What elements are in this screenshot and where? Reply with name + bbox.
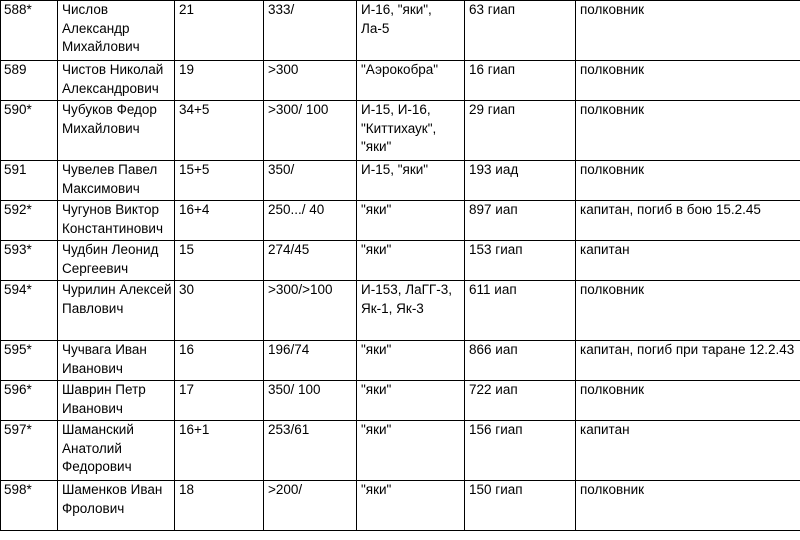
sorties-count: 16+4 xyxy=(175,201,264,241)
row-number: 591 xyxy=(1,161,58,201)
military-unit: 153 гиап xyxy=(465,241,576,281)
military-unit: 611 иап xyxy=(465,281,576,341)
row-number: 589 xyxy=(1,61,58,101)
rank-note: капитан xyxy=(576,241,800,281)
table-row xyxy=(1,481,800,531)
military-unit: 897 иап xyxy=(465,201,576,241)
aircraft-types: "яки" xyxy=(357,481,465,531)
victories-count: 350/ xyxy=(264,161,357,201)
table-row xyxy=(1,421,800,481)
sorties-count: 15 xyxy=(175,241,264,281)
pilot-name: Шаврин Петр Иванович xyxy=(58,381,175,421)
pilot-name: Чудбин Леонид Сергеевич xyxy=(58,241,175,281)
pilot-name: Чугунов Виктор Константинович xyxy=(58,201,175,241)
victories-count: >200/ xyxy=(264,481,357,531)
military-unit: 63 гиап xyxy=(465,1,576,61)
sorties-count: 17 xyxy=(175,381,264,421)
row-number: 590* xyxy=(1,101,58,161)
pilot-name: Шаманский Анатолий Федорович xyxy=(58,421,175,481)
military-unit: 722 иап xyxy=(465,381,576,421)
sorties-count: 16 xyxy=(175,341,264,381)
pilot-name: Числов Александр Михайлович xyxy=(58,1,175,61)
sorties-count: 16+1 xyxy=(175,421,264,481)
victories-count: >300 xyxy=(264,61,357,101)
victories-count: >300/>100 xyxy=(264,281,357,341)
aircraft-types: И-15, И-16, "Киттихаук", "яки" xyxy=(357,101,465,161)
rank-note: капитан, погиб в бою 15.2.45 xyxy=(576,201,800,241)
military-unit: 16 гиап xyxy=(465,61,576,101)
sorties-count: 30 xyxy=(175,281,264,341)
pilot-name: Чувелев Павел Максимович xyxy=(58,161,175,201)
table-row xyxy=(1,1,800,61)
table-row xyxy=(1,61,800,101)
rank-note: капитан xyxy=(576,421,800,481)
row-number: 592* xyxy=(1,201,58,241)
row-number: 593* xyxy=(1,241,58,281)
aircraft-types: И-15, "яки" xyxy=(357,161,465,201)
sorties-count: 18 xyxy=(175,481,264,531)
rank-note: полковник xyxy=(576,1,800,61)
victories-count: 250.../ 40 xyxy=(264,201,357,241)
table-body xyxy=(1,1,800,531)
victories-count: 253/61 xyxy=(264,421,357,481)
military-unit: 29 гиап xyxy=(465,101,576,161)
table-row xyxy=(1,281,800,341)
sorties-count: 34+5 xyxy=(175,101,264,161)
victories-count: 196/74 xyxy=(264,341,357,381)
pilot-name: Чубуков Федор Михайлович xyxy=(58,101,175,161)
table-row xyxy=(1,201,800,241)
rank-note: капитан, погиб при таране 12.2.43 xyxy=(576,341,800,381)
victories-count: >300/ 100 xyxy=(264,101,357,161)
row-number: 598* xyxy=(1,481,58,531)
table-row xyxy=(1,161,800,201)
victories-count: 350/ 100 xyxy=(264,381,357,421)
military-unit: 193 иад xyxy=(465,161,576,201)
military-unit: 866 иап xyxy=(465,341,576,381)
aircraft-types: "яки" xyxy=(357,421,465,481)
rank-note: полковник xyxy=(576,381,800,421)
aircraft-types: "яки" xyxy=(357,201,465,241)
row-number: 597* xyxy=(1,421,58,481)
row-number: 596* xyxy=(1,381,58,421)
table-row xyxy=(1,341,800,381)
row-number: 595* xyxy=(1,341,58,381)
table-row xyxy=(1,101,800,161)
sorties-count: 19 xyxy=(175,61,264,101)
aircraft-types: И-16, "яки", Ла-5 xyxy=(357,1,465,61)
military-unit: 156 гиап xyxy=(465,421,576,481)
rank-note: полковник xyxy=(576,101,800,161)
table-row xyxy=(1,241,800,281)
aircraft-types: "яки" xyxy=(357,341,465,381)
row-number: 594* xyxy=(1,281,58,341)
pilot-name: Чучвага Иван Иванович xyxy=(58,341,175,381)
rank-note: полковник xyxy=(576,161,800,201)
table-row xyxy=(1,381,800,421)
aircraft-types: "Аэрокобра" xyxy=(357,61,465,101)
pilot-name: Чурилин Алексей Павлович xyxy=(58,281,175,341)
rank-note: полковник xyxy=(576,61,800,101)
row-number: 588* xyxy=(1,1,58,61)
victories-count: 274/45 xyxy=(264,241,357,281)
military-unit: 150 гиап xyxy=(465,481,576,531)
rank-note: полковник xyxy=(576,481,800,531)
rank-note: полковник xyxy=(576,281,800,341)
aircraft-types: И-153, ЛаГГ-3, Як-1, Як-3 xyxy=(357,281,465,341)
sorties-count: 21 xyxy=(175,1,264,61)
sorties-count: 15+5 xyxy=(175,161,264,201)
pilot-name: Чистов Николай Александрович xyxy=(58,61,175,101)
victories-count: 333/ xyxy=(264,1,357,61)
aircraft-types: "яки" xyxy=(357,241,465,281)
pilot-name: Шаменков Иван Фролович xyxy=(58,481,175,531)
aircraft-types: "яки" xyxy=(357,381,465,421)
